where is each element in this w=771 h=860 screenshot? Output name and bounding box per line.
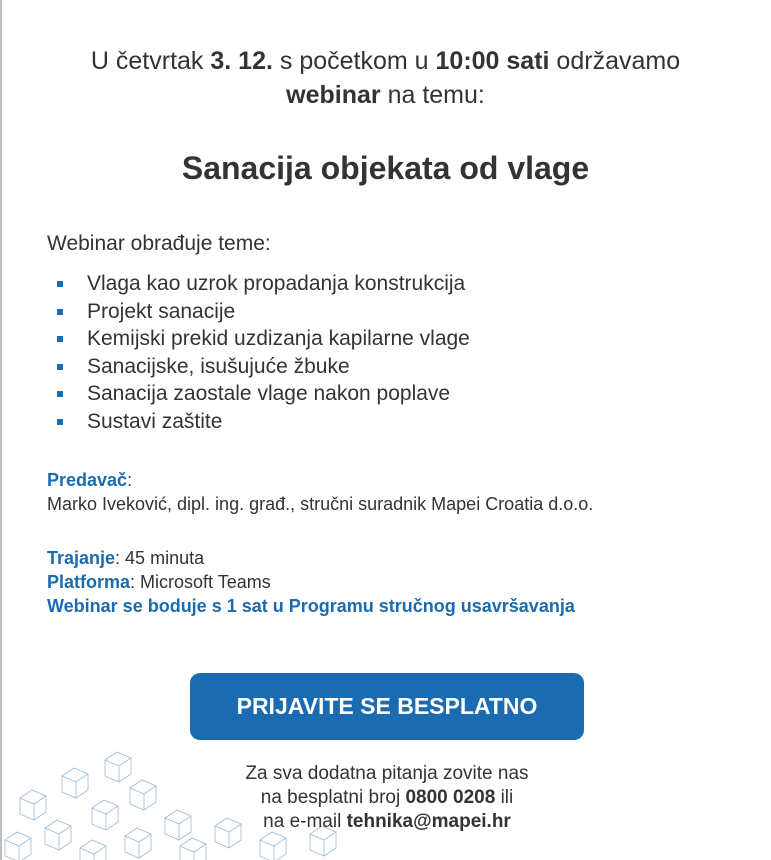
- webinar-date: 3. 12.: [210, 47, 273, 75]
- list-item: Sanacijske, isušujuće žbuke: [47, 353, 470, 381]
- platform-value: : Microsoft Teams: [130, 572, 271, 592]
- webinar-title: Sanacija objekata od vlage: [181, 150, 590, 186]
- bullet-icon: [57, 281, 63, 287]
- bullet-icon: [57, 309, 63, 315]
- bullet-icon: [57, 419, 63, 425]
- duration-value: : 45 minuta: [115, 548, 205, 568]
- list-item: Projekt sanacije: [47, 298, 470, 326]
- bullet-icon: [57, 364, 63, 370]
- email-link[interactable]: tehnika@mapei.hr: [346, 811, 511, 832]
- intro-text: U četvrtak 3. 12. s početkom u 10:00 sati održavamo webinar na temu:: [90, 47, 681, 109]
- topics-heading: Webinar obrađuje teme:: [47, 232, 271, 255]
- lecturer-section: Predavač: Marko Iveković, dipl. ing. građ., stručni suradnik Mapei Croatia d.o.o.: [47, 470, 594, 514]
- list-item: Vlaga kao uzrok propadanja konstrukcija: [47, 270, 470, 298]
- register-button[interactable]: PRIJAVITE SE BESPLATNO: [190, 673, 584, 740]
- details-section: [47, 546, 575, 618]
- webinar-time: 10:00 sati: [435, 47, 550, 75]
- list-item: Sustavi zaštite: [47, 408, 470, 436]
- duration-label: Trajanje: [47, 548, 116, 568]
- list-item: Kemijski prekid uzdizanja kapilarne vlage: [47, 325, 470, 353]
- contact-info: Za sva dodatna pitanja zovite nas na besplatni broj 0800 0208 ili na e-mail tehnika@mapei.hr: [245, 763, 529, 832]
- lecturer-name: Marko Iveković, dipl. ing. građ., stručni suradnik Mapei Croatia d.o.o.: [47, 494, 594, 514]
- credit-note: Webinar se boduje s 1 sat u Programu stručnog usavršavanja: [47, 596, 575, 616]
- lecturer-label: Predavač: [47, 470, 128, 490]
- phone-number: 0800 0208: [405, 787, 496, 808]
- platform-label: Platforma: [47, 572, 131, 592]
- bullet-icon: [57, 336, 63, 342]
- bullet-icon: [57, 391, 63, 397]
- list-item: Sanacija zaostale vlage nakon poplave: [47, 380, 470, 408]
- topics-list: [47, 270, 470, 435]
- left-border: [0, 0, 2, 860]
